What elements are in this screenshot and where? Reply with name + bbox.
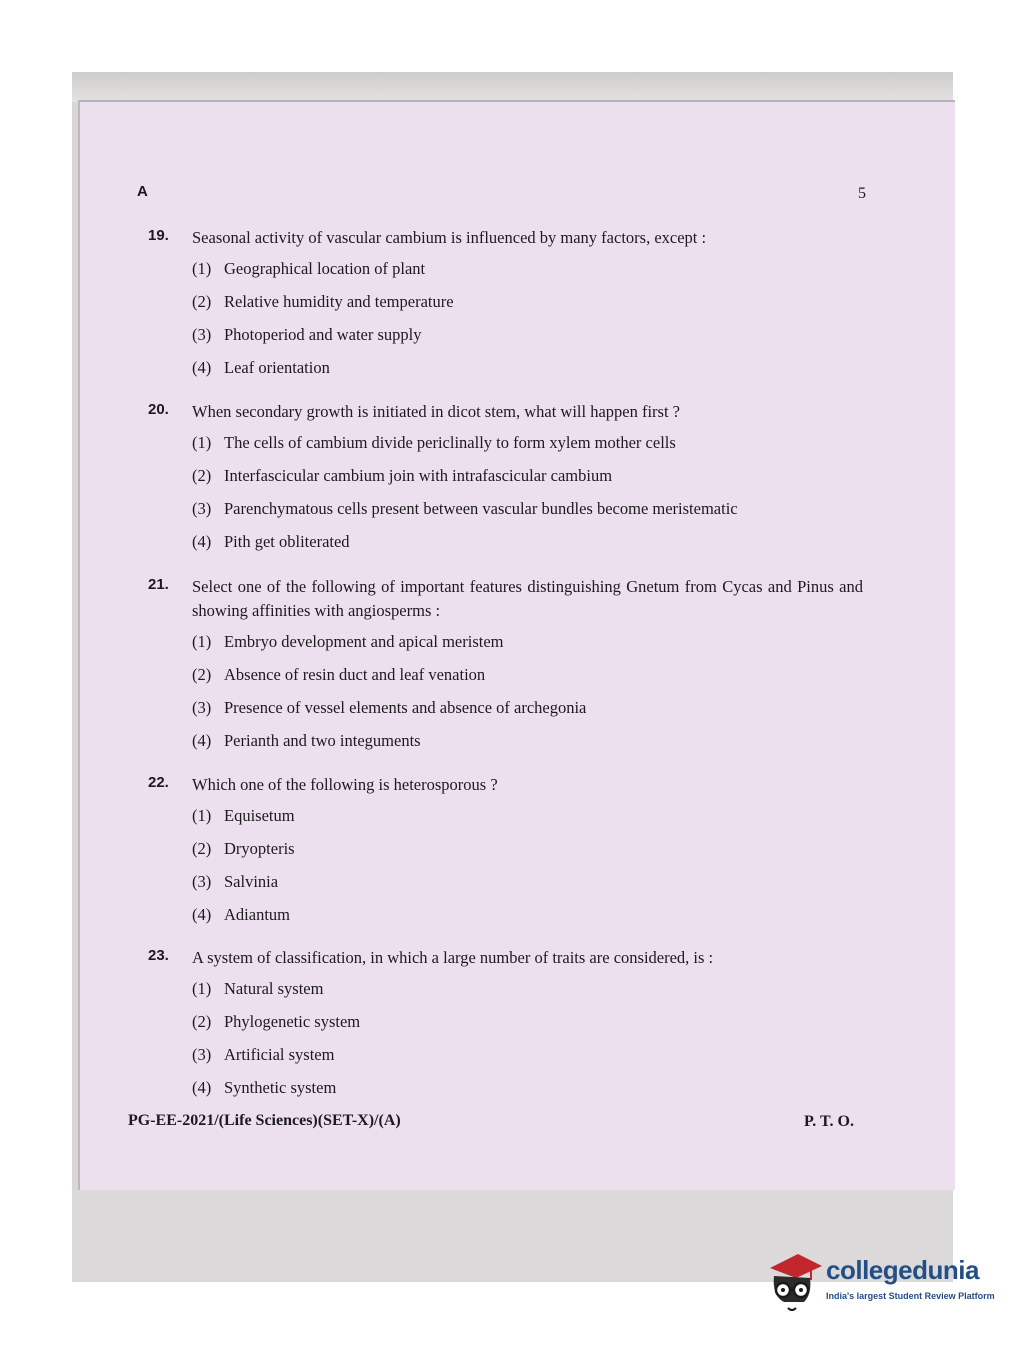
option-4: (4) Adiantum bbox=[192, 905, 290, 924]
question-21 bbox=[148, 575, 863, 764]
question-number: 22. bbox=[148, 774, 169, 791]
question-23 bbox=[148, 946, 863, 1111]
option-2: (2) Dryopteris bbox=[192, 839, 295, 858]
option-3: (3) Parenchymatous cells present between vascular bundles become meristematic bbox=[192, 499, 738, 518]
option-1: (1) Embryo development and apical meristem bbox=[192, 632, 504, 651]
option-2: (2) Absence of resin duct and leaf venation bbox=[192, 665, 486, 684]
question-number: 21. bbox=[148, 576, 169, 593]
option-3: (3) Salvinia bbox=[192, 872, 279, 891]
question-number: 23. bbox=[148, 947, 169, 964]
option-3: (3) Artificial system bbox=[192, 1045, 335, 1064]
please-turn-over: P. T. O. bbox=[804, 1113, 854, 1130]
question-stem: Which one of the following is heterosporous ? bbox=[192, 775, 498, 794]
question-stem: Seasonal activity of vascular cambium is influenced by many factors, except : bbox=[192, 228, 707, 247]
collegedunia-watermark bbox=[766, 1250, 996, 1320]
option-4: (4) Pith get obliterated bbox=[192, 532, 350, 551]
option-1: (1) Natural system bbox=[192, 979, 324, 998]
option-4: (4) Perianth and two integuments bbox=[192, 731, 421, 750]
brand-tagline: India's largest Student Review Platform bbox=[826, 1291, 995, 1301]
question-stem: A system of classification, in which a large number of traits are considered, is : bbox=[192, 948, 714, 967]
option-3: (3) Presence of vessel elements and absence of archegonia bbox=[192, 698, 587, 717]
option-2: (2) Phylogenetic system bbox=[192, 1012, 361, 1031]
question-20 bbox=[148, 400, 863, 565]
paper-code: PG-EE-2021/(Life Sciences)(SET-X)/(A) bbox=[128, 1112, 401, 1129]
option-4: (4) Synthetic system bbox=[192, 1078, 337, 1097]
option-2: (2) Interfascicular cambium join with intrafascicular cambium bbox=[192, 466, 613, 485]
page-number: 5 bbox=[858, 185, 866, 202]
option-2: (2) Relative humidity and temperature bbox=[192, 292, 454, 311]
series-label: A bbox=[137, 183, 148, 200]
scan-top-strip bbox=[72, 72, 953, 102]
option-4: (4) Leaf orientation bbox=[192, 358, 330, 377]
option-1: (1) Geographical location of plant bbox=[192, 259, 426, 278]
question-number: 20. bbox=[148, 401, 169, 418]
brand-name: collegedunia bbox=[826, 1255, 979, 1285]
option-3: (3) Photoperiod and water supply bbox=[192, 325, 422, 344]
question-19 bbox=[148, 226, 863, 391]
question-22 bbox=[148, 773, 863, 938]
question-stem: When secondary growth is initiated in dicot stem, what will happen first ? bbox=[192, 402, 681, 421]
option-1: (1) The cells of cambium divide periclinally to form xylem mother cells bbox=[192, 433, 676, 452]
question-stem: Select one of the following of important features distinguishing Gnetum from Cycas and Pinus and showing affinities with angiosperms : bbox=[192, 577, 863, 620]
option-1: (1) Equisetum bbox=[192, 806, 295, 825]
mascot-logo-icon bbox=[766, 1250, 824, 1316]
question-number: 19. bbox=[148, 227, 169, 244]
